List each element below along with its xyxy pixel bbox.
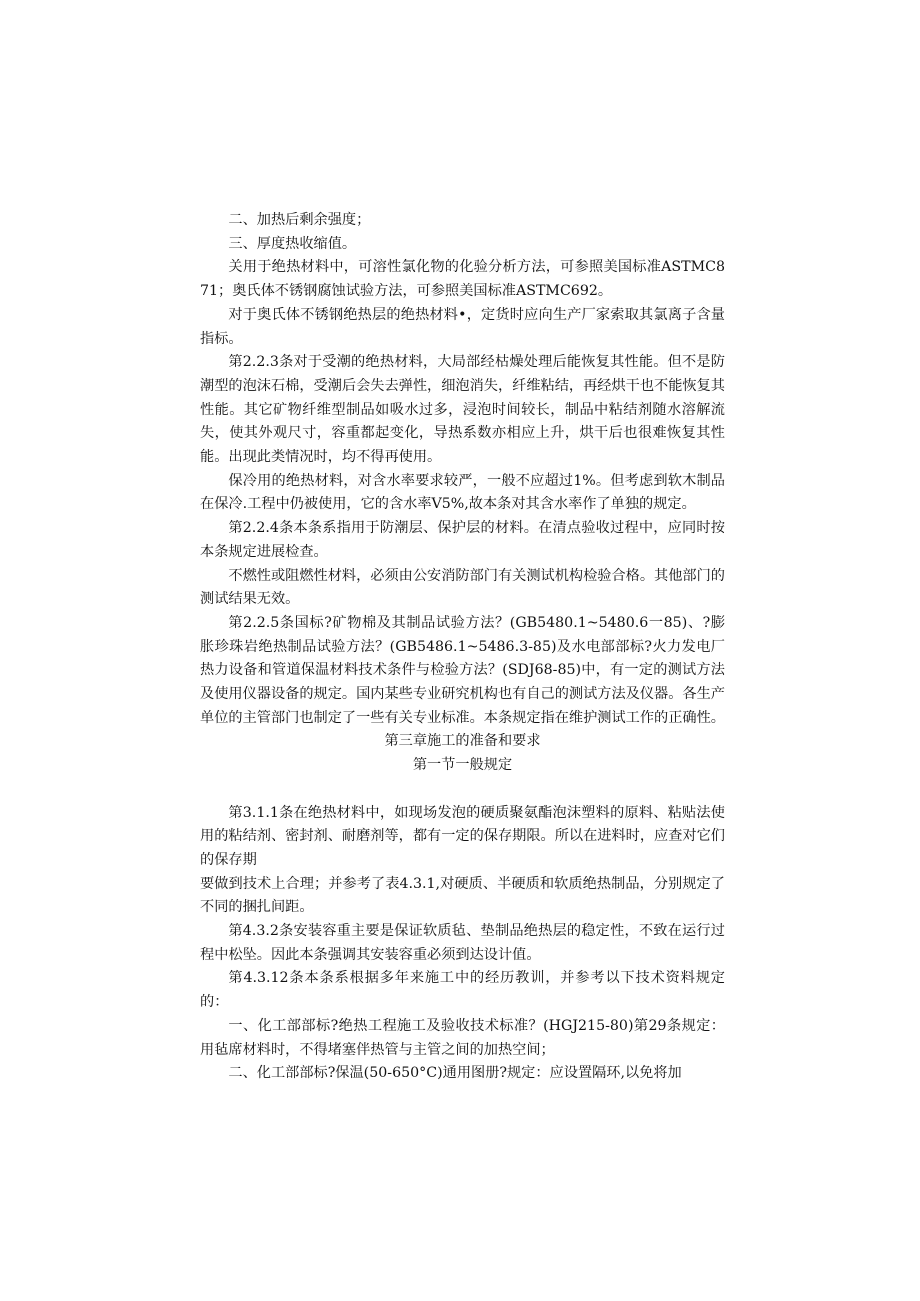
paragraph: 第4.3.2条安装容重主要是保证软质毡、垫制品绝热层的稳定性，不致在运行过程中松坠。因此本条强调其安装容重必须到达设计值。 bbox=[200, 923, 725, 963]
paragraph: 第2.2.4条本条系指用于防潮层、保护层的材料。在清点验收过程中，应同时按本条规定进展检查。 bbox=[200, 520, 725, 560]
section-title: 第一节一般规定 bbox=[412, 757, 513, 774]
paragraph: 一、化工部部标?绝热工程施工及验收技术标准？(HGJ215-80)第29条规定：用毡席材料时，不得堵塞伴热管与主管之间的加热空间； bbox=[200, 1017, 725, 1058]
paragraph: 第4.3.12条本条系根据多年来施工中的经历教训，并参考以下技术资料规定的： bbox=[200, 970, 725, 1011]
paragraph: 对于奥氏体不锈钢绝热层的绝热材料•，定货时应向生产厂家索取其氯离子含量指标。 bbox=[200, 306, 725, 347]
paragraph: 第2.2.5条国标?矿物棉及其制品试验方法？(GB5480.1~5480.6一85)、?膨胀珍珠岩绝热制品试验方法？(GB5486.1~5486.3-85)及水电部部标?火力发电厂热力设备和管道保温材料技术条件与检验方法？(SDJ68-85)中，有一定的测试方法及使用仪器设备的规定。国内某些专业研究机构也有自己的测试方法及仪器。各生产单位的主管部门也制定了一些有关专业标准。本条规定指在维护测试工作的正确性。 bbox=[200, 614, 725, 726]
paragraph: 不燃性或阻燃性材料，必须由公安消防部门有关测试机构检验合格。其他部门的测试结果无效。 bbox=[200, 567, 725, 608]
paragraph: 第2.2.3条对于受潮的绝热材料，大局部经枯燥处理后能恢复其性能。但不是防潮型的泡沫石棉，受潮后会失去弹性，细泡消失，纤维粘结，再经烘干也不能恢复其性能。其它矿物纤维型制品如吸水过多，浸泡时间较长，制品中粘结剂随水溶解流失，使其外观尺寸，容重都起变化，导热系数亦相应上升，烘干后也很难恢复其性能。出现此类情况时，均不得再使用。 bbox=[200, 354, 725, 466]
chapter-title: 第三章施工的准备和要求 bbox=[384, 733, 541, 750]
paragraph: 二、化工部部标?保温(50-650°C)通用图册?规定：应设置隔环,以免将加 bbox=[228, 1065, 682, 1082]
document-page bbox=[200, 209, 725, 1086]
paragraph: 保冷用的绝热材料，对含水率要求较严，一般不应超过1%。但考虑到软木制品在保冷.工程中仍被使用，它的含水率V5%,故本条对其含水率作了单独的规定。 bbox=[200, 472, 725, 513]
paragraph-continuation: 要做到技术上合理；并参考了表4.3.1,对硬质、半硬质和软质绝热制品，分别规定了不同的捆扎间距。 bbox=[200, 875, 725, 916]
paragraph: 二、加热后剩余强度； bbox=[228, 212, 371, 228]
paragraph: 三、厚度热收缩值。 bbox=[228, 235, 357, 252]
paragraph: 关用于绝热材料中，可溶性氯化物的化验分析方法，可参照美国标准ASTMC871；奥氏体不锈钢腐蚀试验方法，可参照美国标准ASTMC692。 bbox=[200, 259, 725, 300]
paragraph: 第3.1.1条在绝热材料中，如现场发泡的硬质聚氨酯泡沫塑料的原料、粘贴法使用的粘结剂、密封剂、耐磨剂等，都有一定的保存期限。所以在进料时，应查对它们的保存期 bbox=[200, 804, 725, 868]
